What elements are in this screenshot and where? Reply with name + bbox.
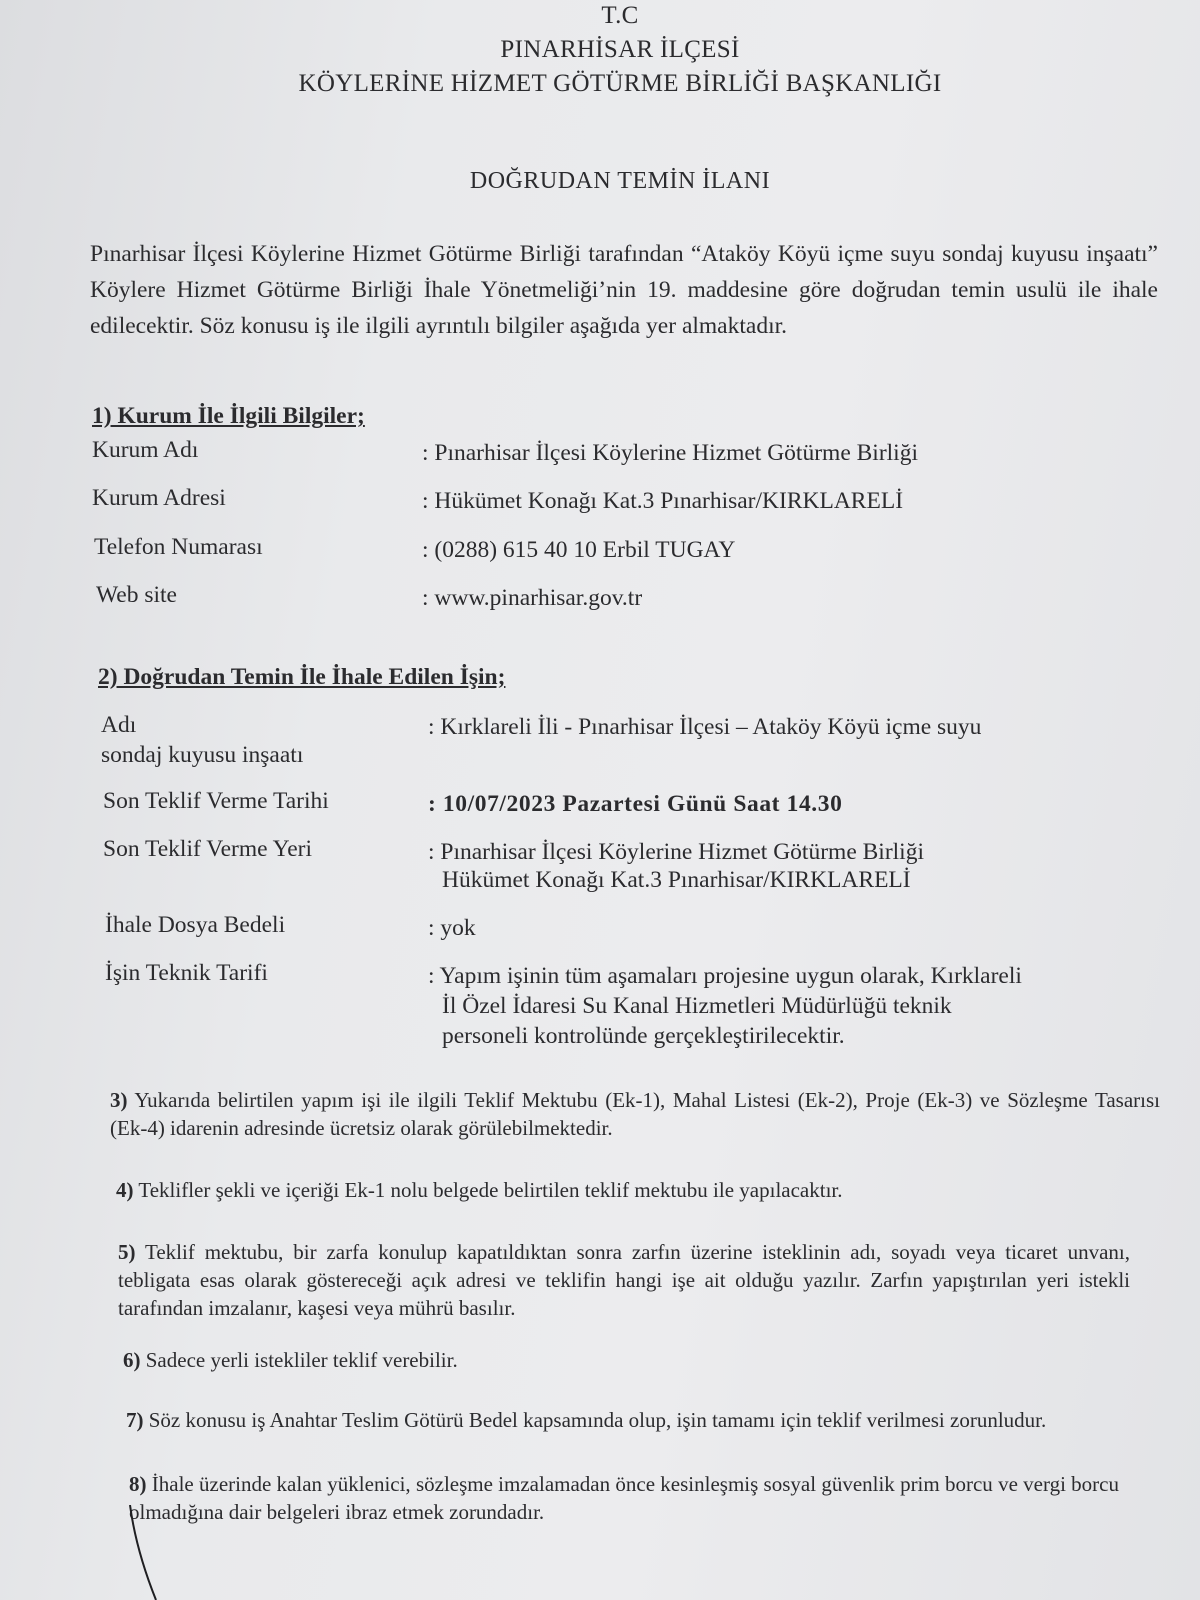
son-teklif-tarihi-value: : 10/07/2023 Pazartesi Günü Saat 14.30 xyxy=(428,791,843,817)
header-institution: KÖYLERİNE HİZMET GÖTÜRME BİRLİĞİ BAŞKANLIĞI xyxy=(298,70,942,97)
item-4 xyxy=(116,1176,1166,1204)
kurum-adresi-label: Kurum Adresi xyxy=(92,485,226,511)
item-8-text: İhale üzerinde kalan yüklenici, sözleşme imzalamadan önce kesinleşmiş sosyal güvenlik prim borcu ve vergi borcu olmadığına dair belgeleri ibraz etmek zorundadır. xyxy=(129,1472,1119,1524)
item-5-text: Teklif mektubu, bir zarfa konulup kapatıldıktan sonra zarfın üzerine isteklinin adı, soyadı veya ticaret unvanı, tebligata esas olarak göstereceği açık adresi ve teklifin hangi işe ait olduğu yazılır. Zarfın yapıştırılan yeri istekli tarafından imzalanır, kaşesi veya mührü basılır. xyxy=(118,1240,1130,1320)
ihale-dosya-bedeli-label: İhale Dosya Bedeli xyxy=(105,912,286,938)
is-adi-label: Adı xyxy=(101,712,137,738)
is-adi-value: : Kırklareli İli - Pınarhisar İlçesi – Ataköy Köyü içme suyu xyxy=(428,714,982,740)
intro-paragraph: Pınarhisar İlçesi Köylerine Hizmet Götürme Birliği tarafından “Ataköy Köyü içme suyu sondaj kuyusu inşaatı” Köylere Hizmet Götürme Birliği İhale Yönetmeliği’nin 19. maddesine göre doğrudan temin usulü ile ihale edilecektir. Söz konusu iş ile ilgili ayrıntılı bilgiler aşağıda yer almaktadır. xyxy=(90,241,1158,339)
web-site-label: Web site xyxy=(96,582,177,608)
ihale-dosya-bedeli-value: : yok xyxy=(428,915,476,941)
teknik-tarif-label: İşin Teknik Tarifi xyxy=(105,960,268,986)
item-3-text: Yukarıda belirtilen yapım işi ile ilgili Teklif Mektubu (Ek-1), Mahal Listesi (Ek-2), Proje (Ek-3) ve Sözleşme Tasarısı (Ek-4) idarenin adresinde ücretsiz olarak görülebilmektedir. xyxy=(110,1088,1160,1140)
header-tc: T.C xyxy=(601,2,639,29)
son-teklif-yeri-value-2: Hükümet Konağı Kat.3 Pınarhisar/KIRKLARELİ xyxy=(442,867,911,893)
item-7-text: Söz konusu iş Anahtar Teslim Götürü Bedel kapsamında olup, işin tamamı için teklif verilmesi zorunludur. xyxy=(148,1408,1047,1432)
section2-heading: 2) Doğrudan Temin İle İhale Edilen İşin; xyxy=(98,664,506,690)
page-title: DOĞRUDAN TEMİN İLANI xyxy=(469,168,771,194)
pen-stroke-mark xyxy=(120,1505,180,1600)
item-4-number: 4) xyxy=(116,1178,134,1202)
item-7 xyxy=(126,1406,1126,1434)
is-adi-continued: sondaj kuyusu inşaatı xyxy=(101,742,304,768)
teknik-tarif-value-1: : Yapım işinin tüm aşamaları projesine uygun olarak, Kırklareli xyxy=(428,963,1022,989)
item-6 xyxy=(123,1346,1123,1374)
son-teklif-yeri-value-1: : Pınarhisar İlçesi Köylerine Hizmet Götürme Birliği xyxy=(428,839,924,865)
item-8-number: 8) xyxy=(129,1472,147,1496)
kurum-adi-label: Kurum Adı xyxy=(92,437,199,463)
son-teklif-yeri-label: Son Teklif Verme Yeri xyxy=(103,836,312,862)
telefon-label: Telefon Numarası xyxy=(94,534,263,560)
kurum-adi-value: : Pınarhisar İlçesi Köylerine Hizmet Götürme Birliği xyxy=(422,440,918,466)
teknik-tarif-value-2: İl Özel İdaresi Su Kanal Hizmetleri Müdürlüğü teknik xyxy=(442,993,952,1019)
item-8 xyxy=(129,1470,1119,1526)
item-6-text: Sadece yerli istekliler teklif verebilir. xyxy=(145,1348,458,1372)
section1-heading: 1) Kurum İle İlgili Bilgiler; xyxy=(92,403,365,429)
web-site-value: : www.pinarhisar.gov.tr xyxy=(422,585,643,611)
teknik-tarif-value-3: personeli kontrolünde gerçekleştirilecektir. xyxy=(442,1023,845,1049)
item-3 xyxy=(110,1086,1160,1142)
item-5-number: 5) xyxy=(118,1240,136,1264)
item-7-number: 7) xyxy=(126,1408,144,1432)
son-teklif-tarihi-label: Son Teklif Verme Tarihi xyxy=(103,788,329,814)
item-6-number: 6) xyxy=(123,1348,141,1372)
header-district: PINARHİSAR İLÇESİ xyxy=(500,36,740,63)
kurum-adresi-value: : Hükümet Konağı Kat.3 Pınarhisar/KIRKLARELİ xyxy=(422,488,904,514)
telefon-value: : (0288) 615 40 10 Erbil TUGAY xyxy=(422,537,736,563)
item-3-number: 3) xyxy=(110,1088,128,1112)
item-4-text: Teklifler şekli ve içeriği Ek-1 nolu belgede belirtilen teklif mektubu ile yapılacaktır. xyxy=(138,1178,843,1202)
item-5 xyxy=(118,1238,1130,1322)
